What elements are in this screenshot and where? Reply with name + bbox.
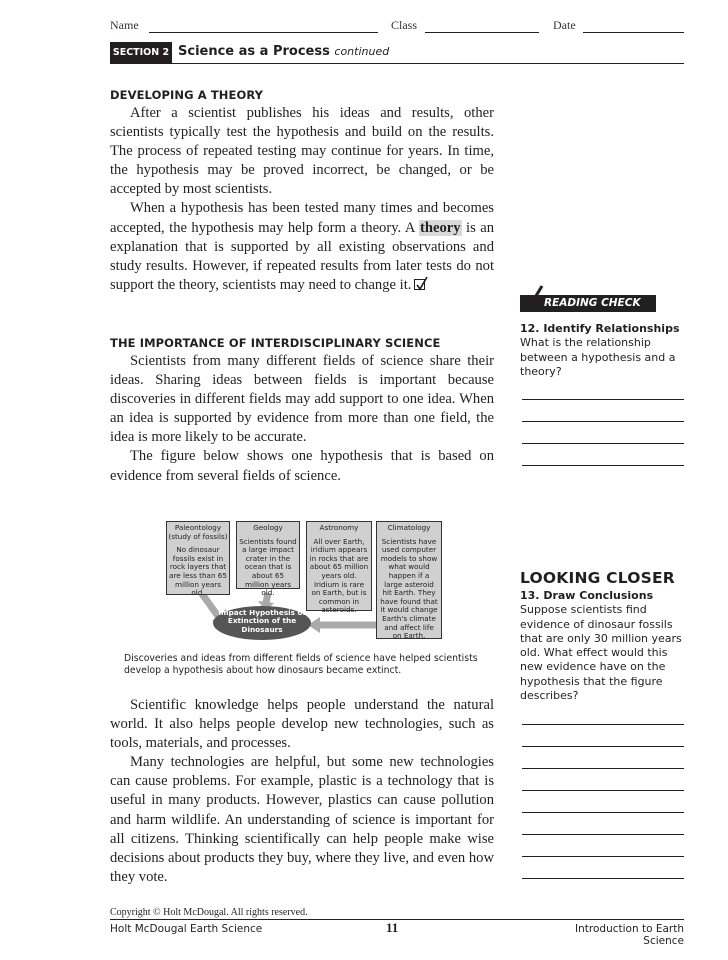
q13-label: 13. Draw Conclusions [520, 589, 654, 602]
figure-box-text: All over Earth, iridium appears in rocks that are about 65 million years old. Iridium is rare on Earth, but is common in asteroids. [309, 536, 369, 615]
reading-check-box-icon [414, 279, 425, 290]
figure-box-text: Scientists found a large impact crater in the ocean that is about 65 million years old. [239, 536, 297, 598]
q12 [520, 322, 684, 379]
interdisciplinary-paragraph-2: The figure below shows one hypothesis that is based on evidence from several fields of science. [110, 448, 494, 484]
name-field-line[interactable] [149, 32, 378, 33]
figure-box-title: Climatology [387, 523, 431, 532]
closing-paragraph-1: Scientific knowledge helps people understand the natural world. It also helps people develop new technologies, such as tools, materials, and processes. [110, 697, 494, 752]
page-number: 11 [386, 920, 399, 935]
class-field-line[interactable] [425, 32, 539, 33]
q13 [520, 589, 684, 703]
section-bar [110, 42, 684, 64]
developing-p2-b: is an explanation that is supported by all existing observations and study results. However, if repeated results from later tests do not support the theory, scientists may need to change it. [110, 219, 494, 293]
developing-paragraph-1: After a scientist publishes his ideas and results, other scientists typically test the hypothesis and build on the results. The process of repeated testing may continue for years. In time, the hypothesis may be proved incorrect, be changed, or be accepted by most scientists. [110, 105, 494, 198]
figure-box-title: Astronomy [319, 523, 359, 532]
developing-text [110, 104, 494, 295]
q13-answer-line-5[interactable] [522, 812, 684, 813]
closing-paragraph-2: Many technologies are helpful, but some new technologies can cause problems. For example, plastic is a technology that is useful in many products. However, plastics can cause pollution and harm wildlife. An understanding of science is important for all citizens. Thinking scientifically can help people make wise decisions about products they buy, where they live, and even how they vote. [110, 754, 494, 885]
q13-answer-line-7[interactable] [522, 856, 684, 857]
q13-answer-line-1[interactable] [522, 724, 684, 725]
figure-box-climatology [376, 521, 442, 639]
figure-box-text: No dinosaur fossils exist in rock layers that are less than 65 million years old. [169, 545, 227, 598]
figure-box-geology [236, 521, 300, 598]
footer-chapter: Introduction to Earth Science [575, 923, 684, 947]
q12-label: 12. Identify Relationships [520, 322, 680, 335]
closing-text [110, 696, 494, 887]
q12-answer-line-2[interactable] [522, 421, 684, 422]
section-badge: SECTION 2 [110, 42, 172, 64]
date-label: Date [553, 18, 576, 32]
q12-answer-line-4[interactable] [522, 465, 684, 466]
interdisciplinary-paragraph-1: Scientists from many different fields of science share their ideas. Sharing ideas between fields is important because discoveries in different fields may add support to one idea. When an idea is supported by evidence from more than one field, the idea is more likely to be accurate. [110, 353, 494, 446]
section-continued: continued [334, 45, 390, 58]
developing-paragraph-2 [110, 199, 494, 294]
figure-caption: Discoveries and ideas from different fields of science have helped scientists develop a hypothesis about how dinosaurs became extinct. [124, 653, 478, 676]
figure-box-title: Paleontology (study of fossils) [168, 523, 228, 541]
reading-check-banner: READING CHECK [520, 295, 656, 312]
heading-interdisciplinary: THE IMPORTANCE OF INTERDISCIPLINARY SCIENCE [110, 336, 441, 350]
footer-copyright: Copyright © Holt McDougal. All rights reserved. [110, 907, 308, 918]
class-label: Class [391, 18, 418, 32]
name-label: Name [110, 18, 139, 32]
section-title-text: Science as a Process [178, 44, 330, 59]
date-field-line[interactable] [583, 32, 684, 33]
q13-answer-line-6[interactable] [522, 834, 684, 835]
q13-text: Suppose scientists find evidence of dinosaur fossils that are only 30 million years old. What effect would this new evidence have on the hypothesis that the figure describes? [520, 603, 682, 703]
looking-closer-heading: LOOKING CLOSER [520, 569, 675, 587]
q13-answer-line-3[interactable] [522, 768, 684, 769]
term-theory: theory [420, 219, 461, 236]
q13-answer-line-2[interactable] [522, 746, 684, 747]
figure-box-title: Geology [253, 523, 283, 532]
developing-p2-a: When a hypothesis has been tested many times and becomes accepted, the hypothesis may help form a theory. A [110, 200, 494, 236]
q13-answer-line-8[interactable] [522, 878, 684, 879]
footer-book-title: Holt McDougal Earth Science [110, 923, 263, 935]
section-title [178, 44, 389, 59]
q12-answer-line-1[interactable] [522, 399, 684, 400]
figure-box-astronomy [306, 521, 372, 615]
impact-hypothesis-oval: Impact Hypothesis of Extinction of the Dinosaurs [213, 606, 311, 640]
figure-box-text: Scientists have used computer models to show what would happen if a large asteroid hit Earth. They have found that it would change Earth's climate and affect life on Earth. [380, 536, 438, 641]
q12-answer-line-3[interactable] [522, 443, 684, 444]
interdisciplinary-text [110, 352, 494, 486]
q13-answer-line-4[interactable] [522, 790, 684, 791]
heading-developing-theory: DEVELOPING A THEORY [110, 88, 264, 102]
figure-box-paleontology [166, 521, 230, 598]
q12-text: What is the relationship between a hypothesis and a theory? [520, 336, 676, 378]
